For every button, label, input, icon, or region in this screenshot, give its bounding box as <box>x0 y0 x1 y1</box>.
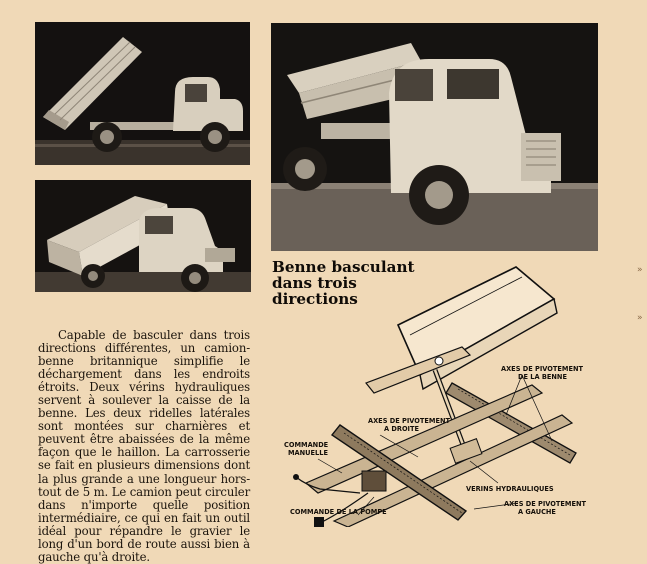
photo-truck-side-tipping-image <box>35 180 251 292</box>
label-axes-droite-1: AXES DE PIVOTEMENT <box>368 417 450 425</box>
tipping-mechanism-diagram <box>270 265 600 527</box>
photo-truck-large <box>271 23 598 251</box>
photo-truck-rear-tipping <box>35 22 250 165</box>
label-axes-droite-2: A DROITE <box>384 425 420 433</box>
label-commande-manuelle-2: MANUELLE <box>288 449 328 457</box>
photo-truck-side-tipping <box>35 180 251 292</box>
article-body: Capable de basculer dans trois directions différentes, un camion-benne britannique simplifie le déchargement dans les endroits étroits. Deux vérins hydrauliques servent à soulever la caisse de la benne. Les deux ridelles latérales sont montées sur charnières et peuvent être abaissées de la même façon que le haillon. La carrosserie se fait en plusieurs dimensions dont la plus grande a une longueur hors-tout de 5 m. Le camion peut circuler dans n'importe quelle position intermédiaire, ce qui en fait un outil idéal pour répandre le gravier le long d'un bord de route aussi bien à gauche qu'à droite. <box>38 328 250 564</box>
margin-mark: » <box>637 313 643 323</box>
label-commande-pompe: COMMANDE DE LA POMPE <box>290 508 387 516</box>
label-axes-benne-2: DE LA BENNE <box>518 373 567 381</box>
margin-mark: » <box>637 265 643 275</box>
label-axes-benne-1: AXES DE PIVOTEMENT <box>501 365 583 373</box>
label-axes-gauche-1: AXES DE PIVOTEMENT <box>504 500 586 508</box>
tipping-mechanism-drawing <box>270 265 600 527</box>
article-title-line-2: dans trois <box>272 274 357 293</box>
photo-truck-rear-tipping-image <box>35 22 250 165</box>
article-title-line-3: directions <box>272 290 358 309</box>
label-axes-gauche-2: A GAUCHE <box>518 508 556 516</box>
article-title-line-1: Benne basculant <box>272 258 415 276</box>
label-commande-manuelle-1: COMMANDE <box>284 441 329 449</box>
photo-truck-large-image <box>271 23 598 251</box>
label-verins: VERINS HYDRAULIQUES <box>466 485 554 493</box>
